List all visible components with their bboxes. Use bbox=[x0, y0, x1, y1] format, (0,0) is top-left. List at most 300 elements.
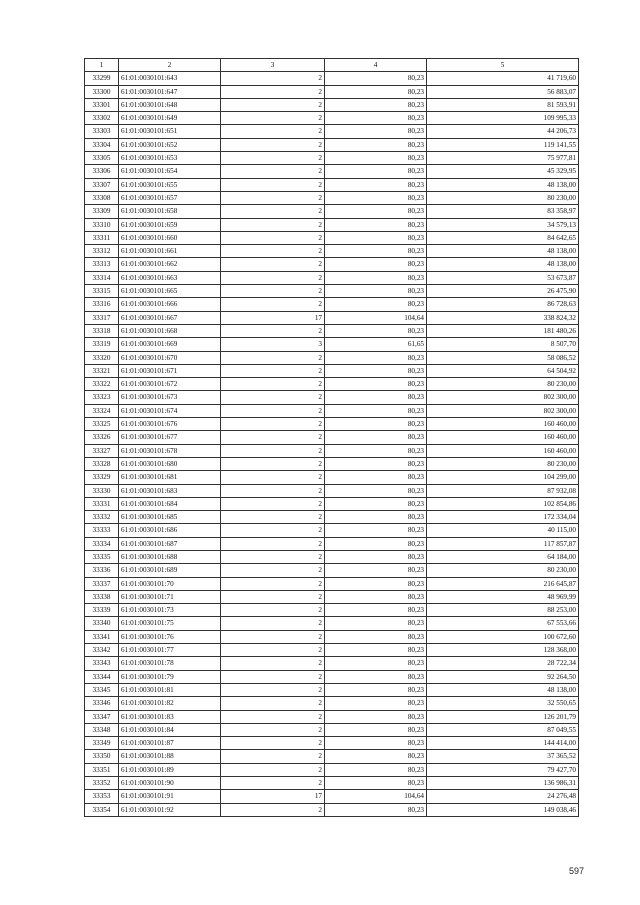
table-row bbox=[85, 604, 579, 617]
column-3-value: 2 bbox=[221, 125, 325, 138]
area-value: 80,23 bbox=[325, 418, 427, 431]
column-3-value: 2 bbox=[221, 630, 325, 643]
column-3-value: 2 bbox=[221, 378, 325, 391]
row-number: 33331 bbox=[85, 497, 119, 510]
column-3-value: 2 bbox=[221, 471, 325, 484]
cost-value: 80 230,00 bbox=[427, 191, 579, 204]
area-value: 80,23 bbox=[325, 378, 427, 391]
cadastral-number: 61:01:0030101:678 bbox=[119, 444, 221, 457]
area-value: 80,23 bbox=[325, 85, 427, 98]
cost-value: 67 553,66 bbox=[427, 617, 579, 630]
row-number: 33306 bbox=[85, 165, 119, 178]
cost-value: 48 138,00 bbox=[427, 245, 579, 258]
table-row bbox=[85, 564, 579, 577]
cadastral-number: 61:01:0030101:649 bbox=[119, 112, 221, 125]
cadastral-number: 61:01:0030101:671 bbox=[119, 364, 221, 377]
area-value: 80,23 bbox=[325, 471, 427, 484]
area-value: 80,23 bbox=[325, 604, 427, 617]
cadastral-number: 61:01:0030101:652 bbox=[119, 138, 221, 151]
column-header-4: 4 bbox=[325, 59, 427, 72]
row-number: 33300 bbox=[85, 85, 119, 98]
area-value: 80,23 bbox=[325, 657, 427, 670]
column-3-value: 2 bbox=[221, 524, 325, 537]
row-number: 33335 bbox=[85, 550, 119, 563]
area-value: 80,23 bbox=[325, 245, 427, 258]
area-value: 80,23 bbox=[325, 298, 427, 311]
row-number: 33345 bbox=[85, 683, 119, 696]
row-number: 33334 bbox=[85, 537, 119, 550]
row-number: 33352 bbox=[85, 777, 119, 790]
area-value: 61,65 bbox=[325, 338, 427, 351]
cadastral-number: 61:01:0030101:685 bbox=[119, 511, 221, 524]
column-3-value: 2 bbox=[221, 763, 325, 776]
table-row bbox=[85, 245, 579, 258]
table-row bbox=[85, 85, 579, 98]
row-number: 33351 bbox=[85, 763, 119, 776]
area-value: 80,23 bbox=[325, 630, 427, 643]
cadastral-number: 61:01:0030101:686 bbox=[119, 524, 221, 537]
row-number: 33307 bbox=[85, 178, 119, 191]
cost-value: 58 086,52 bbox=[427, 351, 579, 364]
row-number: 33338 bbox=[85, 590, 119, 603]
column-3-value: 2 bbox=[221, 152, 325, 165]
cadastral-number: 61:01:0030101:89 bbox=[119, 763, 221, 776]
column-3-value: 2 bbox=[221, 165, 325, 178]
table-row bbox=[85, 790, 579, 803]
area-value: 80,23 bbox=[325, 404, 427, 417]
cost-value: 338 824,32 bbox=[427, 311, 579, 324]
column-header-2: 2 bbox=[119, 59, 221, 72]
column-3-value: 2 bbox=[221, 431, 325, 444]
column-header-1: 1 bbox=[85, 59, 119, 72]
cost-value: 37 365,52 bbox=[427, 750, 579, 763]
column-3-value: 2 bbox=[221, 710, 325, 723]
cadastral-number: 61:01:0030101:71 bbox=[119, 590, 221, 603]
column-3-value: 2 bbox=[221, 484, 325, 497]
column-3-value: 2 bbox=[221, 72, 325, 85]
cadastral-number: 61:01:0030101:677 bbox=[119, 431, 221, 444]
table-row bbox=[85, 657, 579, 670]
row-number: 33299 bbox=[85, 72, 119, 85]
cost-value: 40 115,00 bbox=[427, 524, 579, 537]
area-value: 80,23 bbox=[325, 324, 427, 337]
cadastral-number: 61:01:0030101:666 bbox=[119, 298, 221, 311]
column-3-value: 2 bbox=[221, 364, 325, 377]
cost-value: 160 460,00 bbox=[427, 444, 579, 457]
row-number: 33316 bbox=[85, 298, 119, 311]
cost-value: 84 642,65 bbox=[427, 231, 579, 244]
table-row bbox=[85, 98, 579, 111]
cadastral-number: 61:01:0030101:88 bbox=[119, 750, 221, 763]
cadastral-number: 61:01:0030101:76 bbox=[119, 630, 221, 643]
column-3-value: 2 bbox=[221, 511, 325, 524]
table-row bbox=[85, 378, 579, 391]
row-number: 33313 bbox=[85, 258, 119, 271]
area-value: 80,23 bbox=[325, 803, 427, 816]
row-number: 33303 bbox=[85, 125, 119, 138]
row-number: 33325 bbox=[85, 418, 119, 431]
area-value: 80,23 bbox=[325, 750, 427, 763]
table-row bbox=[85, 271, 579, 284]
table-row bbox=[85, 524, 579, 537]
row-number: 33302 bbox=[85, 112, 119, 125]
row-number: 33340 bbox=[85, 617, 119, 630]
row-number: 33301 bbox=[85, 98, 119, 111]
table-row bbox=[85, 324, 579, 337]
row-number: 33346 bbox=[85, 697, 119, 710]
cost-value: 41 719,60 bbox=[427, 72, 579, 85]
area-value: 80,23 bbox=[325, 524, 427, 537]
area-value: 80,23 bbox=[325, 697, 427, 710]
cadastral-number: 61:01:0030101:683 bbox=[119, 484, 221, 497]
cadastral-number: 61:01:0030101:660 bbox=[119, 231, 221, 244]
area-value: 80,23 bbox=[325, 271, 427, 284]
area-value: 80,23 bbox=[325, 72, 427, 85]
cadastral-number: 61:01:0030101:84 bbox=[119, 723, 221, 736]
cadastral-number: 61:01:0030101:643 bbox=[119, 72, 221, 85]
row-number: 33319 bbox=[85, 338, 119, 351]
row-number: 33324 bbox=[85, 404, 119, 417]
cost-value: 136 986,31 bbox=[427, 777, 579, 790]
cost-value: 80 230,00 bbox=[427, 378, 579, 391]
row-number: 33304 bbox=[85, 138, 119, 151]
cost-value: 48 969,99 bbox=[427, 590, 579, 603]
row-number: 33320 bbox=[85, 351, 119, 364]
column-3-value: 2 bbox=[221, 697, 325, 710]
area-value: 80,23 bbox=[325, 670, 427, 683]
row-number: 33333 bbox=[85, 524, 119, 537]
area-value: 104,64 bbox=[325, 790, 427, 803]
cadastral-number: 61:01:0030101:689 bbox=[119, 564, 221, 577]
row-number: 33315 bbox=[85, 285, 119, 298]
table-row bbox=[85, 404, 579, 417]
table-row bbox=[85, 418, 579, 431]
table-row bbox=[85, 763, 579, 776]
row-number: 33311 bbox=[85, 231, 119, 244]
cost-value: 160 460,00 bbox=[427, 418, 579, 431]
table-row bbox=[85, 550, 579, 563]
table-row bbox=[85, 218, 579, 231]
cadastral-number: 61:01:0030101:662 bbox=[119, 258, 221, 271]
column-3-value: 2 bbox=[221, 205, 325, 218]
cost-value: 75 977,81 bbox=[427, 152, 579, 165]
column-3-value: 2 bbox=[221, 418, 325, 431]
area-value: 80,23 bbox=[325, 351, 427, 364]
column-3-value: 2 bbox=[221, 590, 325, 603]
area-value: 80,23 bbox=[325, 511, 427, 524]
column-3-value: 2 bbox=[221, 577, 325, 590]
table-row bbox=[85, 750, 579, 763]
area-value: 80,23 bbox=[325, 497, 427, 510]
column-3-value: 2 bbox=[221, 245, 325, 258]
cadastral-number: 61:01:0030101:91 bbox=[119, 790, 221, 803]
column-3-value: 2 bbox=[221, 444, 325, 457]
column-3-value: 2 bbox=[221, 218, 325, 231]
table-row bbox=[85, 298, 579, 311]
cadastral-number: 61:01:0030101:651 bbox=[119, 125, 221, 138]
area-value: 80,23 bbox=[325, 98, 427, 111]
column-3-value: 2 bbox=[221, 670, 325, 683]
cadastral-number: 61:01:0030101:83 bbox=[119, 710, 221, 723]
area-value: 80,23 bbox=[325, 165, 427, 178]
area-value: 80,23 bbox=[325, 737, 427, 750]
area-value: 80,23 bbox=[325, 617, 427, 630]
cost-value: 87 932,08 bbox=[427, 484, 579, 497]
cost-value: 80 230,00 bbox=[427, 457, 579, 470]
cadastral-number: 61:01:0030101:680 bbox=[119, 457, 221, 470]
table-row bbox=[85, 670, 579, 683]
column-3-value: 2 bbox=[221, 298, 325, 311]
area-value: 80,23 bbox=[325, 112, 427, 125]
column-3-value: 2 bbox=[221, 550, 325, 563]
table-row bbox=[85, 444, 579, 457]
row-number: 33318 bbox=[85, 324, 119, 337]
column-3-value: 2 bbox=[221, 231, 325, 244]
cost-value: 34 579,13 bbox=[427, 218, 579, 231]
table-row bbox=[85, 231, 579, 244]
row-number: 33353 bbox=[85, 790, 119, 803]
row-number: 33323 bbox=[85, 391, 119, 404]
cadastral-number: 61:01:0030101:668 bbox=[119, 324, 221, 337]
table-row bbox=[85, 644, 579, 657]
cost-value: 149 038,46 bbox=[427, 803, 579, 816]
cadastral-number: 61:01:0030101:665 bbox=[119, 285, 221, 298]
column-3-value: 2 bbox=[221, 564, 325, 577]
column-3-value: 2 bbox=[221, 497, 325, 510]
column-3-value: 2 bbox=[221, 604, 325, 617]
table-row bbox=[85, 577, 579, 590]
column-3-value: 2 bbox=[221, 537, 325, 550]
cadastral-number: 61:01:0030101:667 bbox=[119, 311, 221, 324]
registry-table bbox=[84, 58, 579, 817]
cadastral-number: 61:01:0030101:654 bbox=[119, 165, 221, 178]
cost-value: 48 138,00 bbox=[427, 258, 579, 271]
table-row bbox=[85, 590, 579, 603]
area-value: 80,23 bbox=[325, 391, 427, 404]
table-row bbox=[85, 338, 579, 351]
area-value: 80,23 bbox=[325, 564, 427, 577]
area-value: 80,23 bbox=[325, 763, 427, 776]
area-value: 80,23 bbox=[325, 457, 427, 470]
cost-value: 181 480,26 bbox=[427, 324, 579, 337]
cadastral-number: 61:01:0030101:659 bbox=[119, 218, 221, 231]
cadastral-number: 61:01:0030101:90 bbox=[119, 777, 221, 790]
table-row bbox=[85, 258, 579, 271]
area-value: 80,23 bbox=[325, 723, 427, 736]
cost-value: 87 049,55 bbox=[427, 723, 579, 736]
column-3-value: 2 bbox=[221, 112, 325, 125]
table-row bbox=[85, 710, 579, 723]
area-value: 80,23 bbox=[325, 683, 427, 696]
cadastral-number: 61:01:0030101:87 bbox=[119, 737, 221, 750]
cadastral-number: 61:01:0030101:82 bbox=[119, 697, 221, 710]
table-row bbox=[85, 697, 579, 710]
cadastral-number: 61:01:0030101:676 bbox=[119, 418, 221, 431]
column-3-value: 2 bbox=[221, 138, 325, 151]
area-value: 80,23 bbox=[325, 550, 427, 563]
cadastral-number: 61:01:0030101:661 bbox=[119, 245, 221, 258]
table-row bbox=[85, 511, 579, 524]
cost-value: 92 264,50 bbox=[427, 670, 579, 683]
cost-value: 104 299,00 bbox=[427, 471, 579, 484]
cost-value: 86 728,63 bbox=[427, 298, 579, 311]
cost-value: 8 507,70 bbox=[427, 338, 579, 351]
table-row bbox=[85, 351, 579, 364]
column-3-value: 2 bbox=[221, 657, 325, 670]
cadastral-number: 61:01:0030101:70 bbox=[119, 577, 221, 590]
cost-value: 81 593,91 bbox=[427, 98, 579, 111]
column-3-value: 2 bbox=[221, 803, 325, 816]
column-3-value: 17 bbox=[221, 311, 325, 324]
column-3-value: 2 bbox=[221, 285, 325, 298]
cost-value: 144 414,00 bbox=[427, 737, 579, 750]
cost-value: 102 854,86 bbox=[427, 497, 579, 510]
table-row bbox=[85, 497, 579, 510]
column-3-value: 2 bbox=[221, 98, 325, 111]
row-number: 33350 bbox=[85, 750, 119, 763]
row-number: 33314 bbox=[85, 271, 119, 284]
row-number: 33310 bbox=[85, 218, 119, 231]
cost-value: 64 504,92 bbox=[427, 364, 579, 377]
cost-value: 172 334,04 bbox=[427, 511, 579, 524]
row-number: 33341 bbox=[85, 630, 119, 643]
area-value: 80,23 bbox=[325, 178, 427, 191]
column-3-value: 2 bbox=[221, 457, 325, 470]
column-3-value: 2 bbox=[221, 351, 325, 364]
cadastral-number: 61:01:0030101:658 bbox=[119, 205, 221, 218]
column-3-value: 2 bbox=[221, 85, 325, 98]
column-3-value: 2 bbox=[221, 191, 325, 204]
table-row bbox=[85, 178, 579, 191]
table-row bbox=[85, 138, 579, 151]
column-3-value: 2 bbox=[221, 683, 325, 696]
table-row bbox=[85, 630, 579, 643]
column-3-value: 2 bbox=[221, 404, 325, 417]
cost-value: 24 276,48 bbox=[427, 790, 579, 803]
table-row bbox=[85, 152, 579, 165]
table-row bbox=[85, 723, 579, 736]
cadastral-number: 61:01:0030101:674 bbox=[119, 404, 221, 417]
cadastral-number: 61:01:0030101:647 bbox=[119, 85, 221, 98]
cadastral-number: 61:01:0030101:672 bbox=[119, 378, 221, 391]
cadastral-number: 61:01:0030101:81 bbox=[119, 683, 221, 696]
table-row bbox=[85, 484, 579, 497]
column-3-value: 2 bbox=[221, 723, 325, 736]
table-row bbox=[85, 803, 579, 816]
cadastral-number: 61:01:0030101:79 bbox=[119, 670, 221, 683]
column-3-value: 2 bbox=[221, 644, 325, 657]
cost-value: 48 138,00 bbox=[427, 683, 579, 696]
row-number: 33327 bbox=[85, 444, 119, 457]
area-value: 80,23 bbox=[325, 444, 427, 457]
column-3-value: 2 bbox=[221, 271, 325, 284]
row-number: 33317 bbox=[85, 311, 119, 324]
table-row bbox=[85, 285, 579, 298]
column-3-value: 2 bbox=[221, 324, 325, 337]
row-number: 33344 bbox=[85, 670, 119, 683]
row-number: 33337 bbox=[85, 577, 119, 590]
cadastral-number: 61:01:0030101:670 bbox=[119, 351, 221, 364]
column-3-value: 2 bbox=[221, 617, 325, 630]
table-row bbox=[85, 431, 579, 444]
cost-value: 83 358,97 bbox=[427, 205, 579, 218]
cadastral-number: 61:01:0030101:657 bbox=[119, 191, 221, 204]
column-3-value: 17 bbox=[221, 790, 325, 803]
row-number: 33332 bbox=[85, 511, 119, 524]
column-3-value: 2 bbox=[221, 750, 325, 763]
table-row bbox=[85, 777, 579, 790]
table-row bbox=[85, 471, 579, 484]
row-number: 33326 bbox=[85, 431, 119, 444]
cost-value: 79 427,70 bbox=[427, 763, 579, 776]
row-number: 33354 bbox=[85, 803, 119, 816]
cadastral-number: 61:01:0030101:687 bbox=[119, 537, 221, 550]
row-number: 33330 bbox=[85, 484, 119, 497]
cadastral-number: 61:01:0030101:688 bbox=[119, 550, 221, 563]
column-3-value: 2 bbox=[221, 737, 325, 750]
cadastral-number: 61:01:0030101:73 bbox=[119, 604, 221, 617]
cost-value: 802 300,00 bbox=[427, 404, 579, 417]
column-3-value: 2 bbox=[221, 777, 325, 790]
header-row bbox=[85, 59, 579, 72]
cadastral-number: 61:01:0030101:655 bbox=[119, 178, 221, 191]
cost-value: 109 995,33 bbox=[427, 112, 579, 125]
area-value: 80,23 bbox=[325, 231, 427, 244]
area-value: 80,23 bbox=[325, 577, 427, 590]
area-value: 80,23 bbox=[325, 191, 427, 204]
cost-value: 28 722,34 bbox=[427, 657, 579, 670]
area-value: 80,23 bbox=[325, 364, 427, 377]
area-value: 80,23 bbox=[325, 125, 427, 138]
table-row bbox=[85, 683, 579, 696]
table-header bbox=[85, 59, 579, 72]
column-3-value: 2 bbox=[221, 391, 325, 404]
cadastral-number: 61:01:0030101:648 bbox=[119, 98, 221, 111]
table-row bbox=[85, 737, 579, 750]
cost-value: 53 673,87 bbox=[427, 271, 579, 284]
cadastral-number: 61:01:0030101:77 bbox=[119, 644, 221, 657]
area-value: 80,23 bbox=[325, 431, 427, 444]
area-value: 104,64 bbox=[325, 311, 427, 324]
cost-value: 216 645,87 bbox=[427, 577, 579, 590]
cost-value: 88 253,00 bbox=[427, 604, 579, 617]
row-number: 33349 bbox=[85, 737, 119, 750]
row-number: 33347 bbox=[85, 710, 119, 723]
cost-value: 100 672,60 bbox=[427, 630, 579, 643]
cost-value: 26 475,90 bbox=[427, 285, 579, 298]
area-value: 80,23 bbox=[325, 777, 427, 790]
row-number: 33343 bbox=[85, 657, 119, 670]
cost-value: 126 201,79 bbox=[427, 710, 579, 723]
cadastral-number: 61:01:0030101:669 bbox=[119, 338, 221, 351]
row-number: 33329 bbox=[85, 471, 119, 484]
cadastral-number: 61:01:0030101:78 bbox=[119, 657, 221, 670]
cost-value: 160 460,00 bbox=[427, 431, 579, 444]
cost-value: 56 883,07 bbox=[427, 85, 579, 98]
cadastral-number: 61:01:0030101:663 bbox=[119, 271, 221, 284]
cost-value: 64 184,00 bbox=[427, 550, 579, 563]
column-header-5: 5 bbox=[427, 59, 579, 72]
cost-value: 48 138,00 bbox=[427, 178, 579, 191]
row-number: 33339 bbox=[85, 604, 119, 617]
table-row bbox=[85, 617, 579, 630]
row-number: 33321 bbox=[85, 364, 119, 377]
cost-value: 44 206,73 bbox=[427, 125, 579, 138]
area-value: 80,23 bbox=[325, 644, 427, 657]
table-row bbox=[85, 72, 579, 85]
area-value: 80,23 bbox=[325, 710, 427, 723]
area-value: 80,23 bbox=[325, 537, 427, 550]
